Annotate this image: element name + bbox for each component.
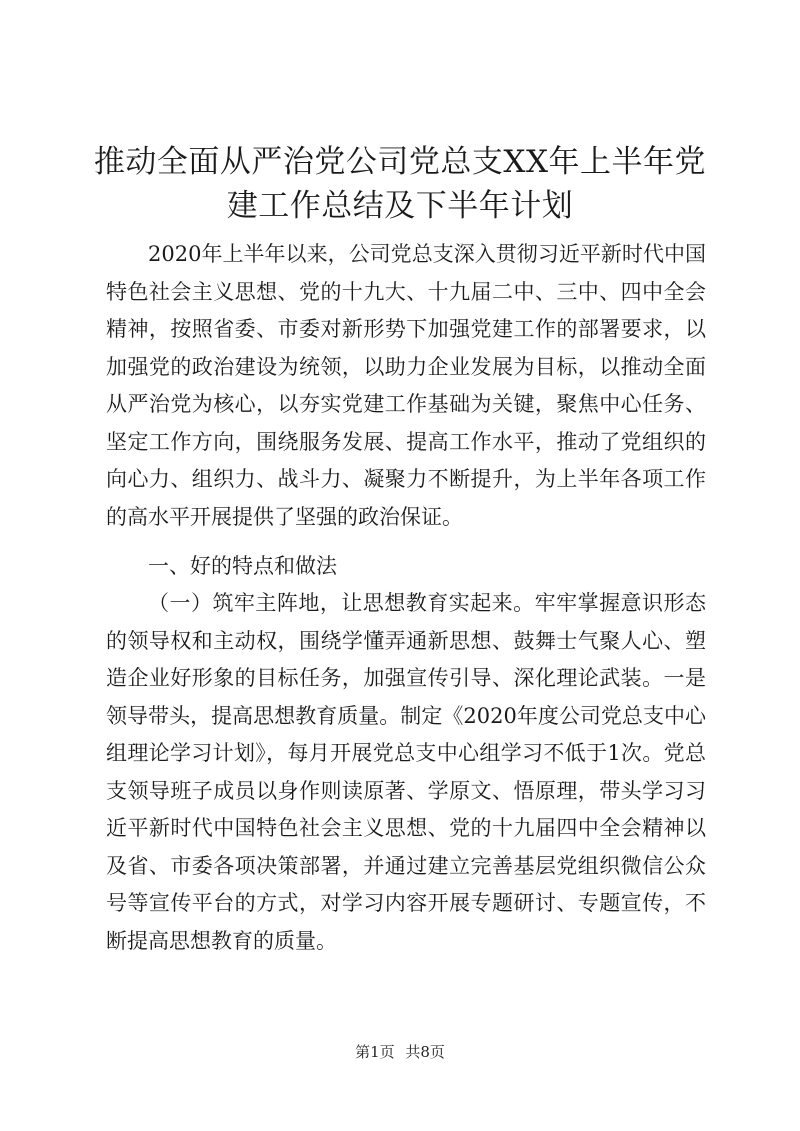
page-total: 共8页 (405, 1043, 445, 1061)
title-line-1: 推动全面从严治党公司党总支XX年上半年党 (93, 144, 707, 180)
title-line-2: 建工作总结及下半年计划 (226, 188, 574, 224)
page-number: 第1页 (355, 1043, 395, 1061)
paragraph-intro: 2020年上半年以来，公司党总支深入贯彻习近平新时代中国特色社会主义思想、党的十九大、十九届二中、三中、四中全会精神，按照省委、市委对新形势下加强党建工作的部署要求，以加强党的政治建设为统领，以助力企业发展为目标，以推动全面从严治党为核心，以夯实党建工作基础为关键，聚焦中心任务、坚定工作方向，围绕服务发展、提高工作水平，推动了党组织的向心力、组织力、战斗力、凝聚力不断提升，为上半年各项工作的高水平开展提供了坚强的政治保证。 (106, 242, 706, 529)
section-heading-1: 一、好的特点和做法 (148, 554, 337, 578)
document-title (60, 140, 740, 228)
paragraph-section-1-1: （一）筑牢主阵地，让思想教育实起来。牢牢掌握意识形态的领导权和主动权，围绕学懂弄通新思想、鼓舞士气聚人心、塑造企业好形象的目标任务，加强宣传引导、深化理论武装。一是领导带头，提高思想教育质量。制定《2020年度公司党总支中心组理论学习计划》，每月开展党总支中心组学习不低于1次。党总支领导班子成员以身作则读原著、学原文、悟原理，带头学习习近平新时代中国特色社会主义思想、党的十九届四中全会精神以及省、市委各项决策部署，并通过建立完善基层党组织微信公众号等宣传平台的方式，对学习内容开展专题研讨、专题宣传，不断提高思想教育的质量。 (106, 591, 706, 953)
page-footer (0, 1041, 800, 1062)
